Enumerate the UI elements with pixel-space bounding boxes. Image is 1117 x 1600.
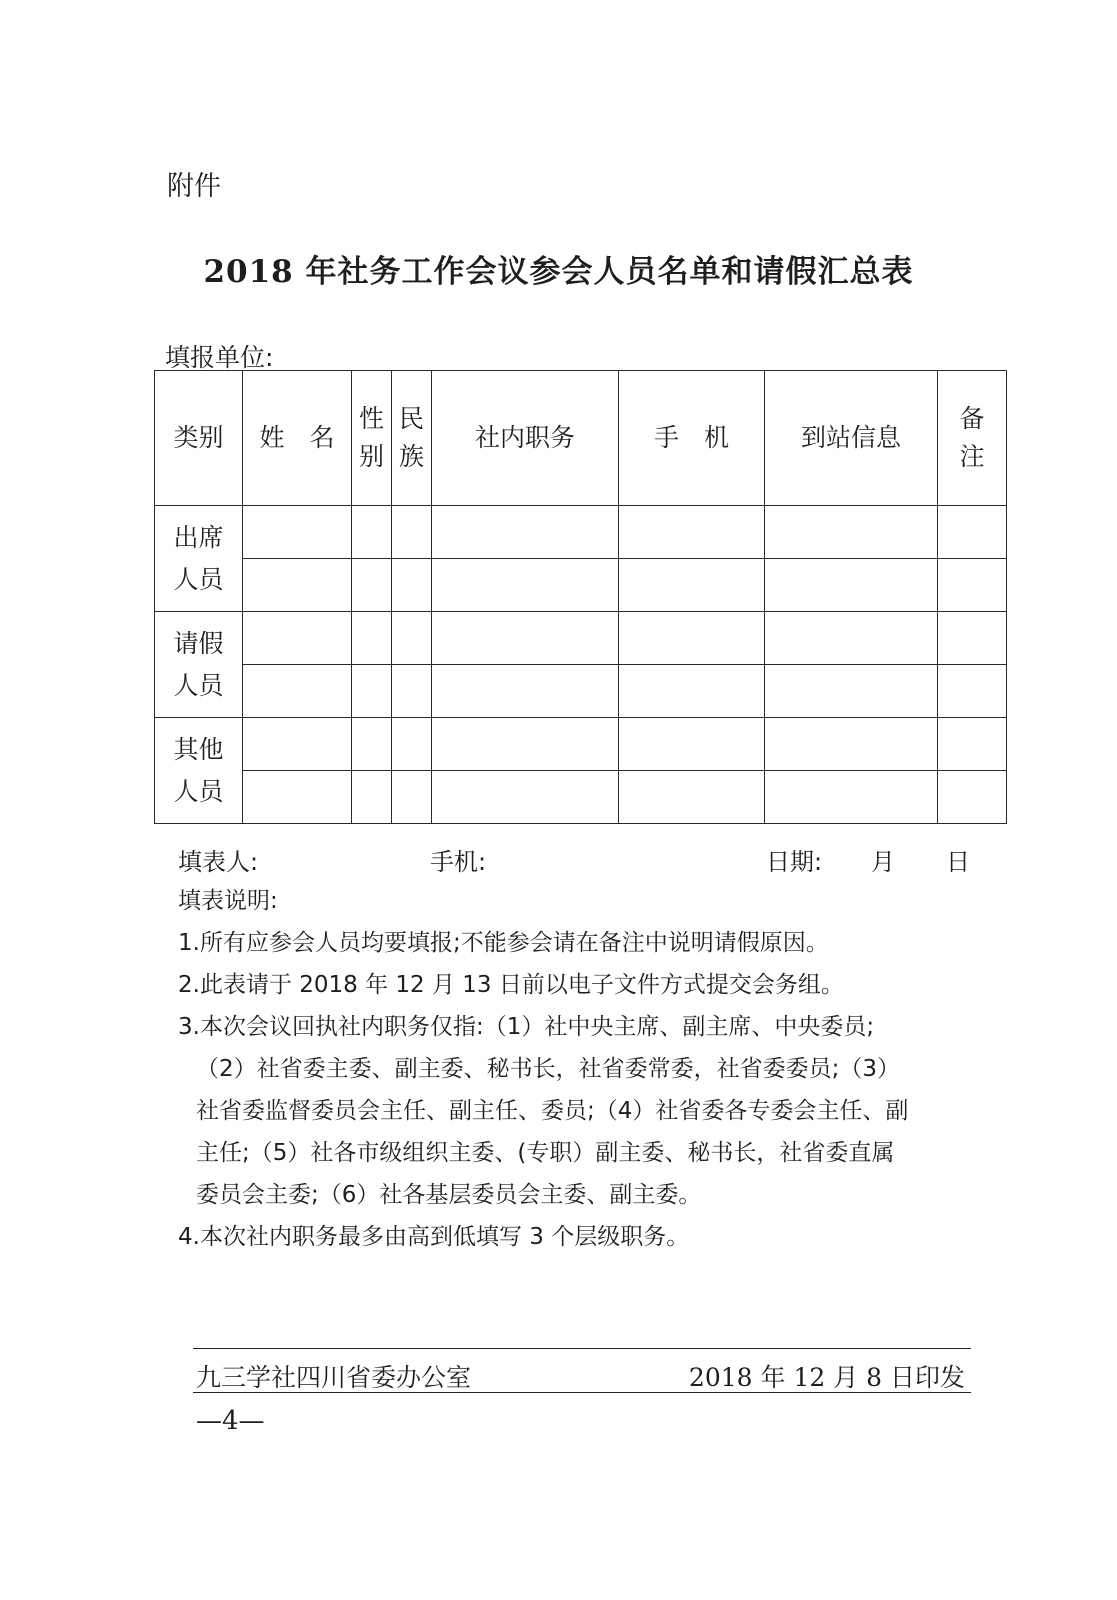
cell-ethnicity[interactable] <box>392 665 432 718</box>
filler-label: 填表人: <box>178 848 259 876</box>
header-position: 社内职务 <box>432 371 619 506</box>
day-label: 日 <box>946 848 970 876</box>
cell-gender[interactable] <box>352 718 392 771</box>
cell-remark[interactable] <box>938 771 1007 824</box>
cell-remark[interactable] <box>938 612 1007 665</box>
page-number: —4— <box>196 1406 265 1436</box>
header-name: 姓 名 <box>243 371 352 506</box>
category-leave: 请假 人员 <box>155 612 243 718</box>
cell-arrival[interactable] <box>765 506 938 559</box>
instruction-item: 2.此表请于 2018 年 12 月 13 日前以电子文件方式提交会务组。 <box>178 972 844 998</box>
cell-position[interactable] <box>432 718 619 771</box>
table-row <box>155 506 1007 559</box>
cell-name[interactable] <box>243 559 352 612</box>
cell-arrival[interactable] <box>765 612 938 665</box>
cell-ethnicity[interactable] <box>392 506 432 559</box>
header-gender: 性 别 <box>352 371 392 506</box>
cell-position[interactable] <box>432 506 619 559</box>
document-title: 2018 年社务工作会议参会人员名单和请假汇总表 <box>203 254 914 290</box>
cell-ethnicity[interactable] <box>392 612 432 665</box>
instruction-item: 1.所有应参会人员均要填报;不能参会请在备注中说明请假原因。 <box>178 930 829 956</box>
cell-ethnicity[interactable] <box>392 559 432 612</box>
cell-arrival[interactable] <box>765 718 938 771</box>
cell-position[interactable] <box>432 559 619 612</box>
cell-name[interactable] <box>243 665 352 718</box>
cell-gender[interactable] <box>352 665 392 718</box>
footer-bottom-rule <box>193 1392 971 1393</box>
cell-remark[interactable] <box>938 665 1007 718</box>
footer-issue-date: 2018 年 12 月 8 日印发 <box>688 1363 965 1392</box>
header-remark: 备 注 <box>938 371 1007 506</box>
instructions-heading: 填表说明: <box>178 888 278 914</box>
instruction-item: 委员会主委;（6）社各基层委员会主委、副主委。 <box>196 1182 702 1208</box>
fill-unit-label: 填报单位: <box>165 343 274 372</box>
table-header-row <box>155 371 1007 506</box>
cell-mobile[interactable] <box>619 506 765 559</box>
table-row <box>155 559 1007 612</box>
header-mobile: 手 机 <box>619 371 765 506</box>
date-label: 日期: <box>766 848 823 876</box>
category-other: 其他 人员 <box>155 718 243 824</box>
table-row <box>155 665 1007 718</box>
cell-remark[interactable] <box>938 559 1007 612</box>
mobile-label: 手机: <box>430 848 487 876</box>
instruction-item: （2）社省委主委、副主委、秘书长，社省委常委，社省委委员;（3） <box>196 1056 901 1082</box>
cell-name[interactable] <box>243 612 352 665</box>
cell-mobile[interactable] <box>619 718 765 771</box>
cell-arrival[interactable] <box>765 559 938 612</box>
cell-gender[interactable] <box>352 559 392 612</box>
instruction-item: 3.本次会议回执社内职务仅指:（1）社中央主席、副主席、中央委员; <box>178 1014 875 1040</box>
instruction-item: 主任;（5）社各市级组织主委、(专职）副主委、秘书长，社省委直属 <box>196 1140 895 1166</box>
cell-mobile[interactable] <box>619 771 765 824</box>
instruction-item: 社省委监督委员会主任、副主任、委员;（4）社省委各专委会主任、副 <box>196 1098 909 1124</box>
header-ethnicity: 民 族 <box>392 371 432 506</box>
cell-mobile[interactable] <box>619 559 765 612</box>
cell-gender[interactable] <box>352 612 392 665</box>
cell-ethnicity[interactable] <box>392 718 432 771</box>
instruction-item: 4.本次社内职务最多由高到低填写 3 个层级职务。 <box>178 1224 690 1250</box>
cell-ethnicity[interactable] <box>392 771 432 824</box>
attachment-label: 附件 <box>167 171 221 202</box>
cell-remark[interactable] <box>938 718 1007 771</box>
cell-position[interactable] <box>432 665 619 718</box>
table-row <box>155 718 1007 771</box>
category-attending: 出席 人员 <box>155 506 243 612</box>
cell-gender[interactable] <box>352 506 392 559</box>
footer-organization: 九三学社四川省委办公室 <box>196 1363 472 1392</box>
cell-mobile[interactable] <box>619 612 765 665</box>
cell-gender[interactable] <box>352 771 392 824</box>
cell-name[interactable] <box>243 771 352 824</box>
cell-position[interactable] <box>432 771 619 824</box>
table-row <box>155 612 1007 665</box>
cell-remark[interactable] <box>938 506 1007 559</box>
instructions <box>178 880 1008 1258</box>
attendance-table <box>154 370 1007 824</box>
cell-name[interactable] <box>243 506 352 559</box>
header-arrival: 到站信息 <box>765 371 938 506</box>
cell-arrival[interactable] <box>765 771 938 824</box>
table-row <box>155 771 1007 824</box>
month-label: 月 <box>871 848 895 876</box>
cell-name[interactable] <box>243 718 352 771</box>
cell-mobile[interactable] <box>619 665 765 718</box>
cell-position[interactable] <box>432 612 619 665</box>
footer-top-rule <box>193 1348 971 1349</box>
cell-arrival[interactable] <box>765 665 938 718</box>
header-category: 类别 <box>155 371 243 506</box>
